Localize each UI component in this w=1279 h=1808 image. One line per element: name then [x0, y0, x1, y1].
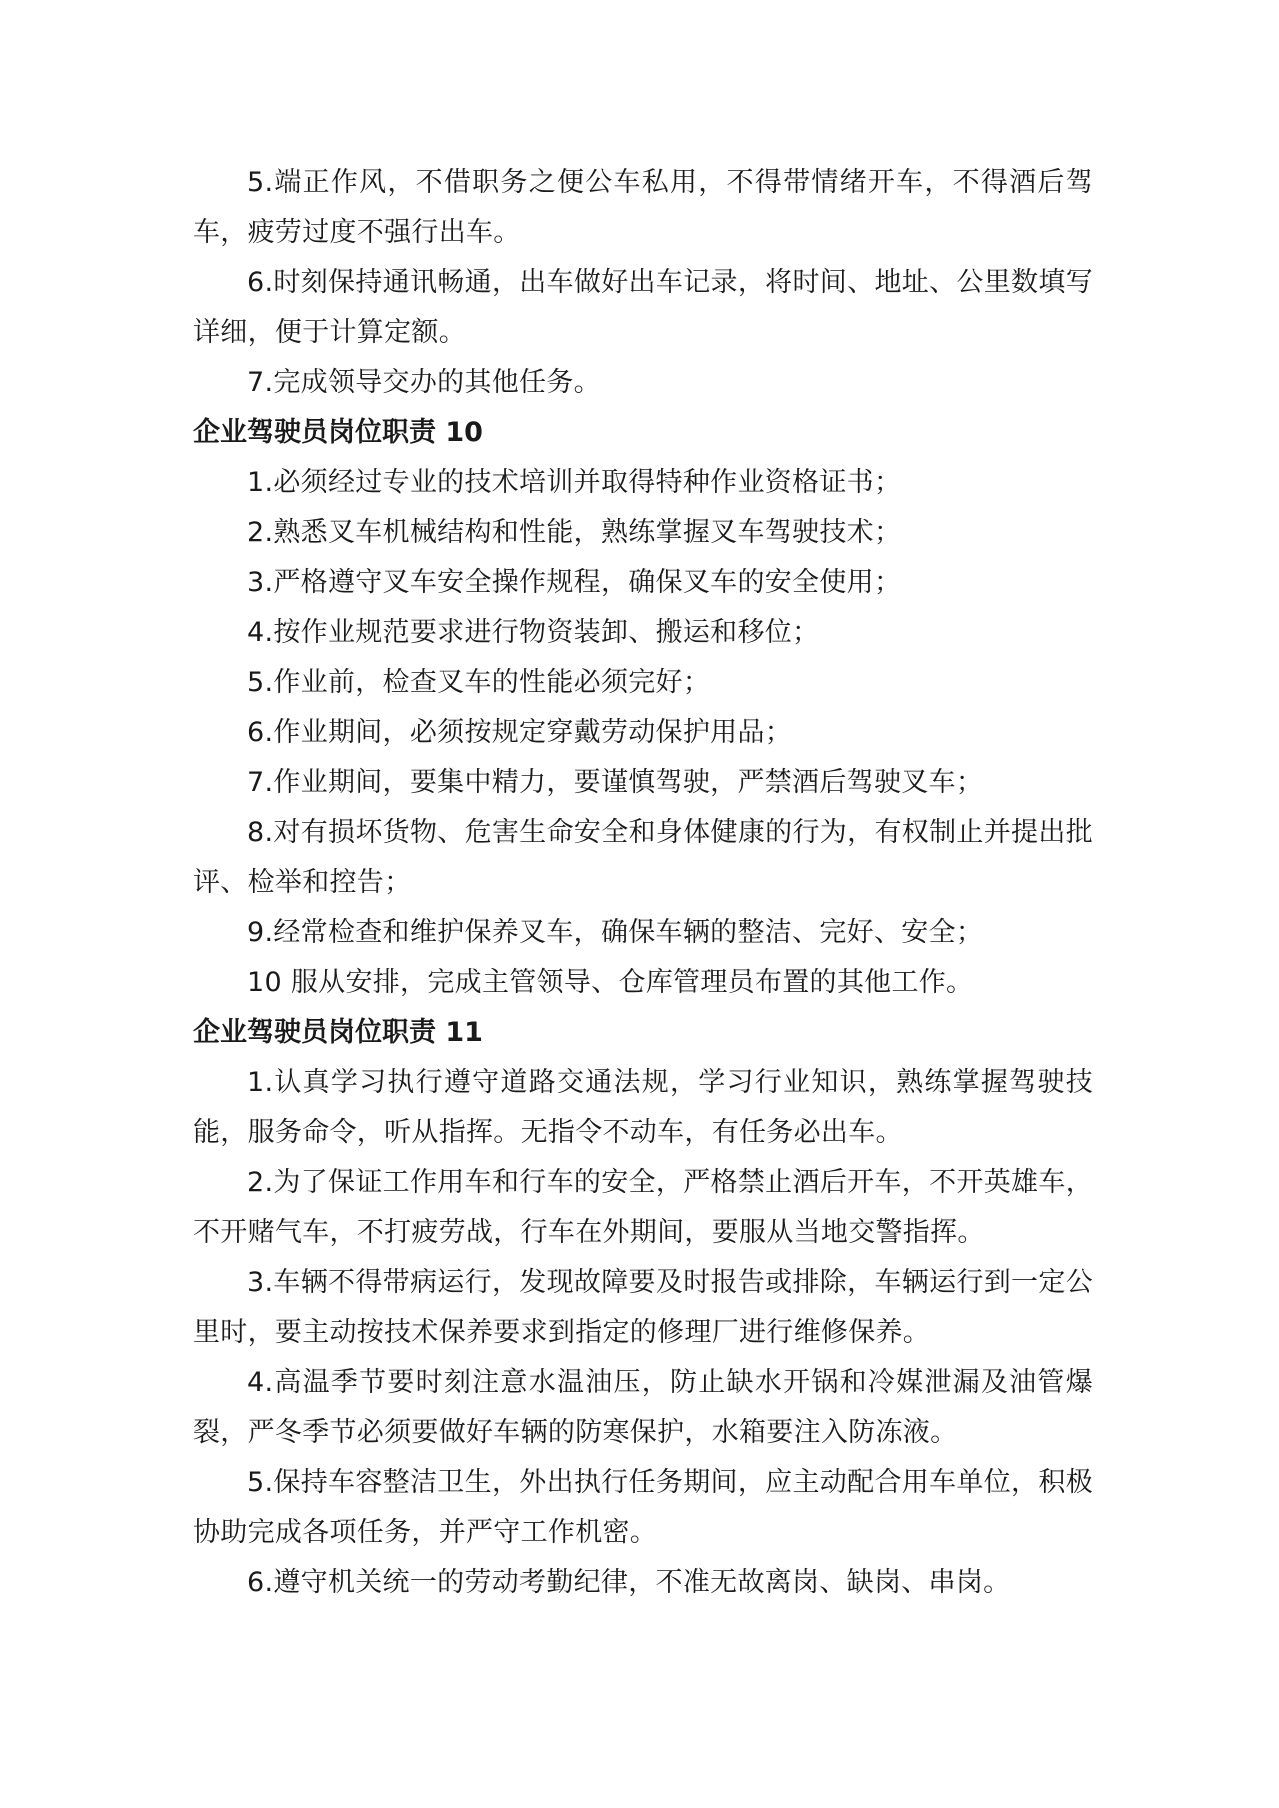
- paragraph: 5.保持车容整洁卫生，外出执行任务期间，应主动配合用车单位，积极协助完成各项任务，并严守工作机密。: [193, 1467, 1093, 1548]
- paragraph: 7.作业期间，要集中精力，要谨慎驾驶，严禁酒后驾驶叉车；: [247, 767, 984, 798]
- paragraph: 4.按作业规范要求进行物资装卸、搬运和移位；: [247, 617, 820, 648]
- section-heading: 企业驾驶员岗位职责 10: [193, 417, 483, 448]
- paragraph: 7.完成领导交办的其他任务。: [247, 367, 601, 398]
- paragraph: 9.经常检查和维护保养叉车，确保车辆的整洁、完好、安全；: [247, 917, 984, 948]
- document-page: [193, 158, 1093, 1608]
- paragraph: 6.遵守机关统一的劳动考勤纪律，不准无故离岗、缺岗、串岗。: [247, 1567, 1011, 1598]
- paragraph: 6.作业期间，必须按规定穿戴劳动保护用品；: [247, 717, 793, 748]
- paragraph: 2.熟悉叉车机械结构和性能，熟练掌握叉车驾驶技术；: [247, 517, 902, 548]
- paragraph: 6.时刻保持通讯畅通，出车做好出车记录，将时间、地址、公里数填写详细，便于计算定额。: [193, 267, 1093, 348]
- paragraph: 8.对有损坏货物、危害生命安全和身体健康的行为，有权制止并提出批评、检举和控告；: [193, 817, 1093, 898]
- paragraph: 3.严格遵守叉车安全操作规程，确保叉车的安全使用；: [247, 567, 902, 598]
- paragraph: 5.作业前，检查叉车的性能必须完好；: [247, 667, 711, 698]
- paragraph: 4.高温季节要时刻注意水温油压，防止缺水开锅和冷媒泄漏及油管爆裂，严冬季节必须要做好车辆的防寒保护，水箱要注入防冻液。: [193, 1367, 1093, 1448]
- paragraph: 2.为了保证工作用车和行车的安全，严格禁止酒后开车，不开英雄车，不开赌气车，不打疲劳战，行车在外期间，要服从当地交警指挥。: [193, 1167, 1093, 1248]
- paragraph: 10 服从安排，完成主管领导、仓库管理员布置的其他工作。: [247, 967, 974, 998]
- section-heading: 企业驾驶员岗位职责 11: [193, 1017, 483, 1048]
- paragraph: 3.车辆不得带病运行，发现故障要及时报告或排除，车辆运行到一定公里时，要主动按技术保养要求到指定的修理厂进行维修保养。: [193, 1267, 1093, 1348]
- paragraph: 1.必须经过专业的技术培训并取得特种作业资格证书；: [247, 467, 902, 498]
- paragraph: 5.端正作风，不借职务之便公车私用，不得带情绪开车，不得酒后驾车，疲劳过度不强行出车。: [193, 167, 1093, 248]
- paragraph: 1.认真学习执行遵守道路交通法规，学习行业知识，熟练掌握驾驶技能，服务命令，听从指挥。无指令不动车，有任务必出车。: [193, 1067, 1093, 1148]
